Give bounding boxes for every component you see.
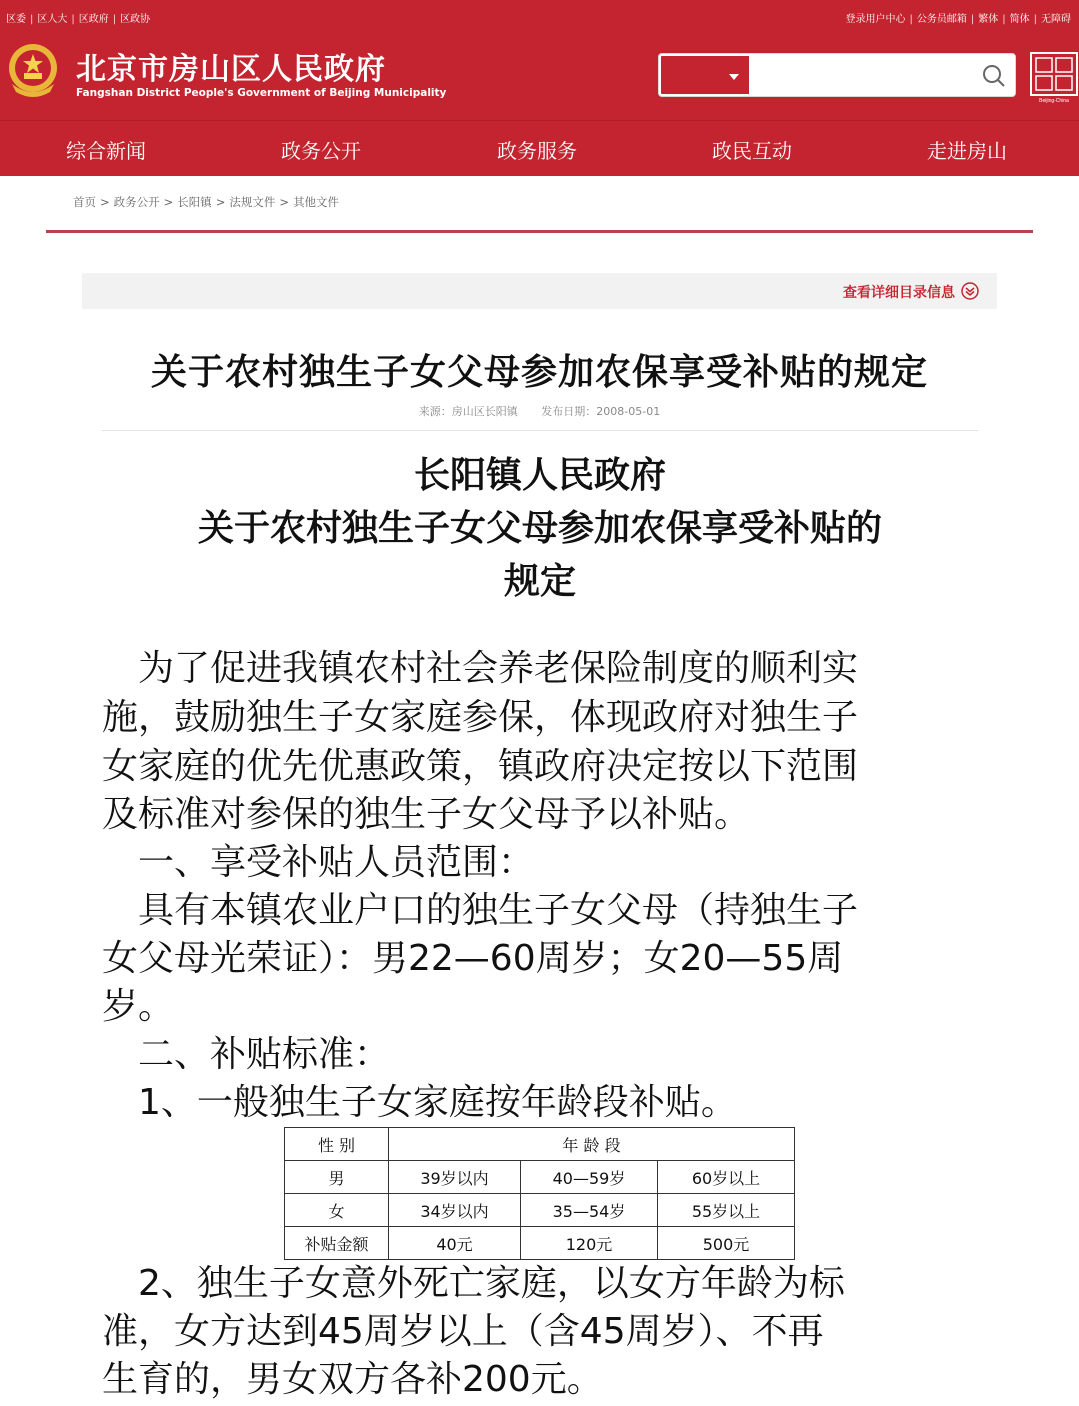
body-line: 为了促进我镇农村社会养老保险制度的顺利实 [102,648,859,689]
top-link-simplified[interactable]: 简体 [1009,14,1030,25]
capital-window-logo-icon[interactable] [1030,52,1078,104]
table-cell: 60岁以上 [658,1161,795,1194]
nav-item-news[interactable]: 综合新闻 [66,139,146,163]
search-input[interactable] [753,55,973,95]
top-links-left: 区委 | 区人大 | 区政府 | 区政协 [6,14,151,25]
top-link-district-government[interactable]: 区政府 [78,14,109,25]
table-header-cell: 性 别 [285,1128,389,1161]
catalog-info-bar [82,273,997,309]
table-header-row [285,1128,795,1161]
main-nav [0,120,1079,176]
body-line: 1、一般独生子女家庭按年龄段补贴。 [102,1082,737,1123]
site-header [0,0,1079,120]
table-cell: 40—59岁 [521,1161,658,1194]
body-line: 及标准对参保的独生子女父母予以补贴。 [102,794,751,835]
article-date: 发布日期：2008-05-01 [541,405,661,418]
table-cell: 34岁以内 [389,1194,521,1227]
nav-item-gov-services[interactable]: 政务服务 [497,139,577,163]
divider [46,230,1033,233]
top-link-traditional[interactable]: 繁体 [978,14,999,25]
search-icon[interactable] [981,63,1007,89]
divider [102,430,978,431]
article-meta [0,403,1079,419]
document-heading-line: 规定 [503,561,576,602]
nav-item-about-fangshan[interactable]: 走进房山 [927,139,1007,163]
document-heading [90,449,990,608]
table-cell: 55岁以上 [658,1194,795,1227]
table-cell: 39岁以内 [389,1161,521,1194]
search-scope-dropdown[interactable] [659,54,751,96]
body-line: 女父母光荣证）：男22—60周岁；女20—55周 [102,938,844,979]
chevron-double-down-icon[interactable] [961,282,979,300]
table-cell: 35—54岁 [521,1194,658,1227]
top-link-district-cppcc[interactable]: 区政协 [120,14,151,25]
body-line: 女家庭的优先优惠政策，镇政府决定按以下范围 [102,746,859,787]
table-row [285,1227,795,1260]
body-line: 一、享受补贴人员范围： [102,842,535,883]
top-link-user-center[interactable]: 登录用户中心 [845,14,906,25]
national-emblem-icon[interactable] [4,40,62,102]
body-line: 岁。 [102,986,175,1027]
table-cell: 补贴金额 [285,1227,389,1260]
document-heading-line: 长阳镇人民政府 [413,455,666,496]
top-link-accessibility[interactable]: 无障碍 [1041,14,1071,25]
top-links-right: 登录用户中心 | 公务员邮箱 | 繁体 | 简体 | 无障碍 [845,14,1071,25]
body-line: 2、独生子女意外死亡家庭，以女方年龄为标 [102,1263,845,1304]
table-cell: 120元 [521,1227,658,1260]
nav-item-interaction[interactable]: 政民互动 [712,139,792,163]
breadcrumb-regulations[interactable]: 法规文件 [229,195,276,209]
body-line: 准，女方达到45周岁以上（含45周岁）、不再 [102,1311,824,1352]
table-cell: 女 [285,1194,389,1227]
chevron-down-icon [729,74,739,80]
top-link-district-committee[interactable]: 区委 [6,14,26,25]
breadcrumb-gov-affairs-open[interactable]: 政务公开 [113,195,160,209]
table-row [285,1194,795,1227]
breadcrumb-home[interactable]: 首页 [73,195,96,209]
top-link-civil-servant-mail[interactable]: 公务员邮箱 [916,14,967,25]
table-row [285,1161,795,1194]
breadcrumb-other-files[interactable]: 其他文件 [293,195,340,209]
article-source: 来源：房山区长阳镇 [418,405,518,418]
body-line: 生育的，男女双方各补200元。 [102,1359,603,1400]
article-title: 关于农村独生子女父母参加农保享受补贴的规定 [150,352,928,393]
capital-logo-sub: Beijing-China [1039,98,1069,104]
nav-item-gov-affairs-open[interactable]: 政务公开 [281,139,361,163]
table-cell: 男 [285,1161,389,1194]
document-heading-line: 关于农村独生子女父母参加农保享受补贴的 [197,508,882,549]
body-line: 施，鼓励独生子女家庭参保，体现政府对独生子 [102,697,859,738]
table-header-cell: 年 龄 段 [389,1128,795,1161]
view-catalog-info-link[interactable]: 查看详细目录信息 [843,285,955,301]
subsidy-table [284,1127,795,1260]
table-cell: 500元 [658,1227,795,1260]
body-line: 具有本镇农业户口的独生子女父母（持独生子 [102,890,859,931]
site-title[interactable]: 北京市房山区人民政府 [76,52,386,87]
search-box [658,53,1016,97]
table-cell: 40元 [389,1227,521,1260]
breadcrumb-changyang[interactable]: 长阳镇 [177,195,212,209]
body-line: 二、补贴标准： [102,1034,391,1075]
site-subtitle: Fangshan District People's Government of Beijing Municipality [76,87,447,99]
breadcrumb: 首页 > 政务公开 > 长阳镇 > 法规文件 > 其他文件 [73,195,340,209]
top-link-district-congress[interactable]: 区人大 [37,14,68,25]
